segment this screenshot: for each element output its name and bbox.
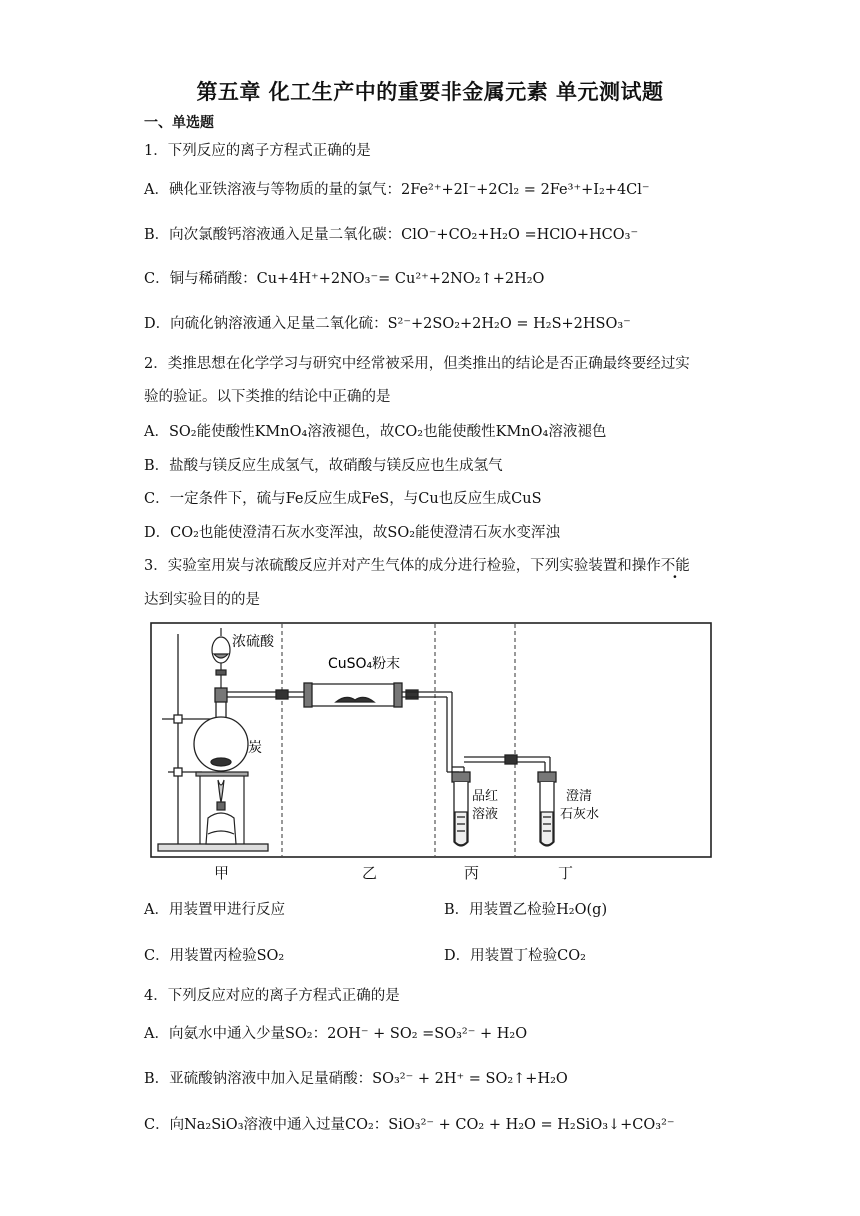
q1-stem: 1．下列反应的离子方程式正确的是	[144, 143, 371, 159]
q1-option-b-eq: ClO⁻+CO₂+H₂O =HClO+HCO₃⁻	[401, 227, 639, 243]
section-heading: 一、单选题	[144, 115, 214, 131]
label-yi: 乙	[362, 864, 378, 882]
label-cuso4: CuSO₄粉末	[328, 656, 401, 672]
drying-tube	[304, 683, 402, 707]
q3-stem-line1	[144, 556, 690, 576]
test-tube-ding	[538, 772, 556, 846]
q1-option-b	[144, 225, 638, 245]
q1-option-d	[144, 314, 631, 334]
q3-emphasis: 不能	[660, 558, 690, 574]
q1-option-b-text: B．向次氯酸钙溶液通入足量二氧化碳：	[144, 227, 402, 243]
label-limewater-2: 石灰水	[560, 807, 600, 822]
label-limewater-1: 澄清	[566, 789, 593, 804]
q4-stem: 4．下列反应对应的离子方程式正确的是	[144, 988, 400, 1004]
label-pinhong-2: 溶液	[472, 807, 499, 822]
q3-option-a: A．用装置甲进行反应	[144, 902, 285, 918]
q2-option-c: C．一定条件下，硫与Fe反应生成FeS，与Cu也反应生成CuS	[144, 491, 542, 507]
q3-option-b: B．用装置乙检验H₂O(g)	[444, 902, 608, 918]
q1-option-a-text: A．碘化亚铁溶液与等物质的量的氯气：	[144, 182, 401, 198]
q3-stem-text: 3．实验室用炭与浓硫酸反应并对产生气体的成分进行检验，下列实验装置和操作	[144, 558, 661, 574]
q2-option-b: B．盐酸与镁反应生成氢气，故硝酸与镁反应也生成氢气	[144, 458, 503, 474]
q4-option-c: C．向Na₂SiO₃溶液中通入过量CO₂：SiO₃²⁻ + CO₂ + H₂O = H₂SiO₃↓+CO₃²⁻	[144, 1117, 675, 1133]
q1-option-a	[144, 180, 650, 200]
q2-option-d: D．CO₂也能使澄清石灰水变浑浊，故SO₂能使澄清石灰水变浑浊	[144, 525, 561, 541]
alcohol-lamp	[196, 772, 248, 844]
q1-option-d-text: D．向硫化钠溶液通入足量二氧化硫：	[144, 316, 388, 332]
gas-tubing	[268, 690, 550, 812]
q1-option-c-text: C．铜与稀硝酸：	[144, 271, 257, 287]
label-carbon: 炭	[248, 740, 262, 756]
round-bottom-flask	[194, 688, 268, 771]
label-bing: 丙	[464, 864, 480, 882]
q4-option-b: B．亚硫酸钠溶液中加入足量硝酸：SO₃²⁻ + 2H⁺ = SO₂↑+H₂O	[144, 1071, 568, 1087]
q2-stem-line2: 验的验证。以下类推的结论中正确的是	[144, 389, 391, 405]
q1-option-d-eq: S²⁻+2SO₂+2H₂O = H₂S+2HSO₃⁻	[387, 316, 631, 332]
q3-option-d: D．用装置丁检验CO₂	[444, 948, 586, 964]
separatory-funnel	[212, 628, 230, 688]
q1-option-c	[144, 269, 544, 289]
q1-option-c-eq: Cu+4H⁺+2NO₃⁻= Cu²⁺+2NO₂↑+2H₂O	[256, 271, 545, 287]
q1-option-a-eq: 2Fe²⁺+2I⁻+2Cl₂ = 2Fe³⁺+I₂+4Cl⁻	[400, 182, 650, 198]
label-jia: 甲	[214, 864, 230, 882]
q2-stem-line1: 2．类推思想在化学学习与研究中经常被采用，但类推出的结论是否正确最终要经过实	[144, 356, 690, 372]
label-ding: 丁	[558, 864, 574, 882]
test-tube-bing	[452, 772, 470, 846]
q3-option-c: C．用装置丙检验SO₂	[144, 948, 285, 964]
page-title: 第五章 化工生产中的重要非金属元素 单元测试题	[196, 80, 664, 104]
label-acid: 浓硫酸	[232, 634, 274, 650]
q2-option-a: A．SO₂能使酸性KMnO₄溶液褪色，故CO₂也能使酸性KMnO₄溶液褪色	[144, 424, 607, 440]
q4-option-a: A．向氨水中通入少量SO₂：2OH⁻ + SO₂ =SO₃²⁻ + H₂O	[144, 1026, 528, 1042]
q3-stem-line2: 达到实验目的的是	[144, 592, 260, 608]
apparatus-diagram	[150, 622, 712, 860]
label-pinhong-1: 品红	[472, 789, 499, 804]
